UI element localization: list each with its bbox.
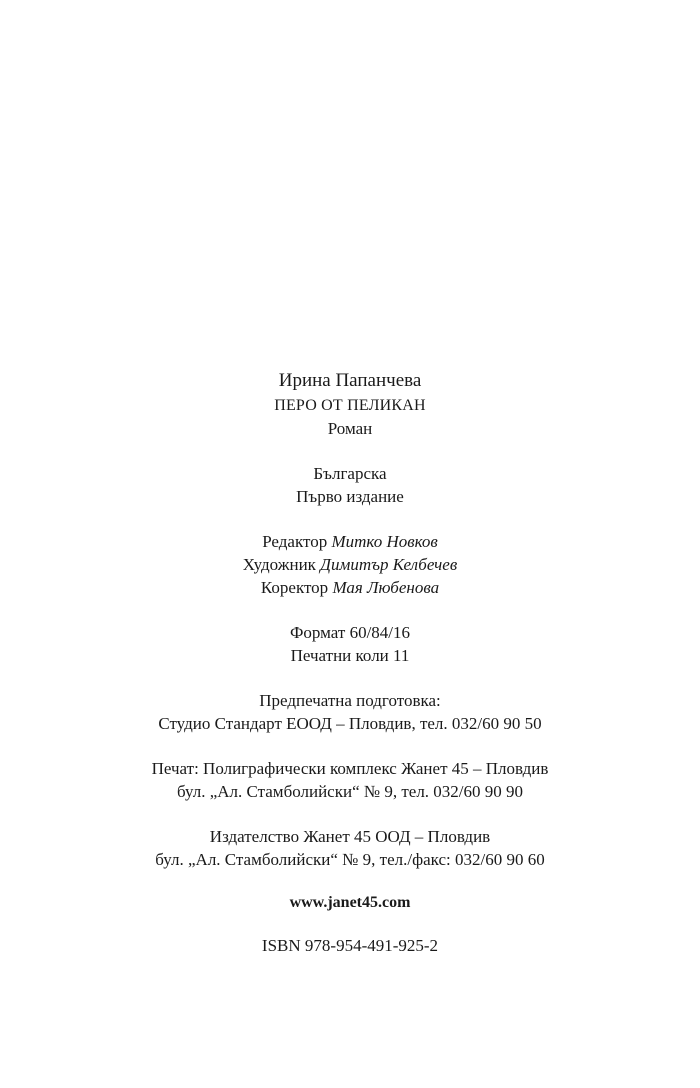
prepress-label: Предпечатна подготовка: (259, 691, 441, 710)
print-sheets: Печатни коли 11 (290, 646, 410, 665)
credit-role: Коректор (260, 578, 329, 597)
credit-name: Димитър Келбечев (320, 555, 458, 574)
publisher-address: бул. „Ал. Стамболийски“ № 9, тел./факс: 032/60 90 60 (155, 850, 545, 869)
printing-address: бул. „Ал. Стамболийски“ № 9, тел. 032/60 90 90 (176, 782, 524, 801)
credit-role: Редактор (262, 532, 328, 551)
spacer (0, 735, 700, 757)
author-name: Ирина Папанчева (278, 370, 422, 391)
credit-proofreader (0, 576, 700, 599)
book-title: ПЕРО ОТ ПЕЛИКАН (274, 397, 426, 414)
printing-house: Печат: Полиграфически комплекс Жанет 45 – Пловдив (151, 759, 549, 778)
prepress-studio: Студио Стандарт ЕООД – Пловдив, тел. 032/60 90 50 (158, 714, 542, 733)
credit-name: Митко Новков (331, 532, 438, 551)
isbn: ISBN 978-954-491-925-2 (261, 936, 439, 955)
credit-artist (0, 553, 700, 576)
spacer (0, 599, 700, 621)
publisher-name: Издателство Жанет 45 ООД – Пловдив (209, 827, 491, 846)
spacer (0, 803, 700, 825)
credit-name: Мая Любенова (332, 578, 440, 597)
spacer (0, 667, 700, 689)
spacer (0, 440, 700, 462)
spacer (0, 871, 700, 891)
website-link[interactable]: www.janet45.com (289, 894, 411, 911)
colophon-block (0, 368, 700, 957)
spacer (0, 914, 700, 934)
credit-editor (0, 530, 700, 553)
edition-number: Първо издание (296, 487, 404, 506)
spacer (0, 508, 700, 530)
print-format: Формат 60/84/16 (289, 623, 411, 642)
book-genre: Роман (327, 419, 373, 438)
credit-role: Художник (242, 555, 316, 574)
edition-language: Българска (313, 464, 387, 483)
